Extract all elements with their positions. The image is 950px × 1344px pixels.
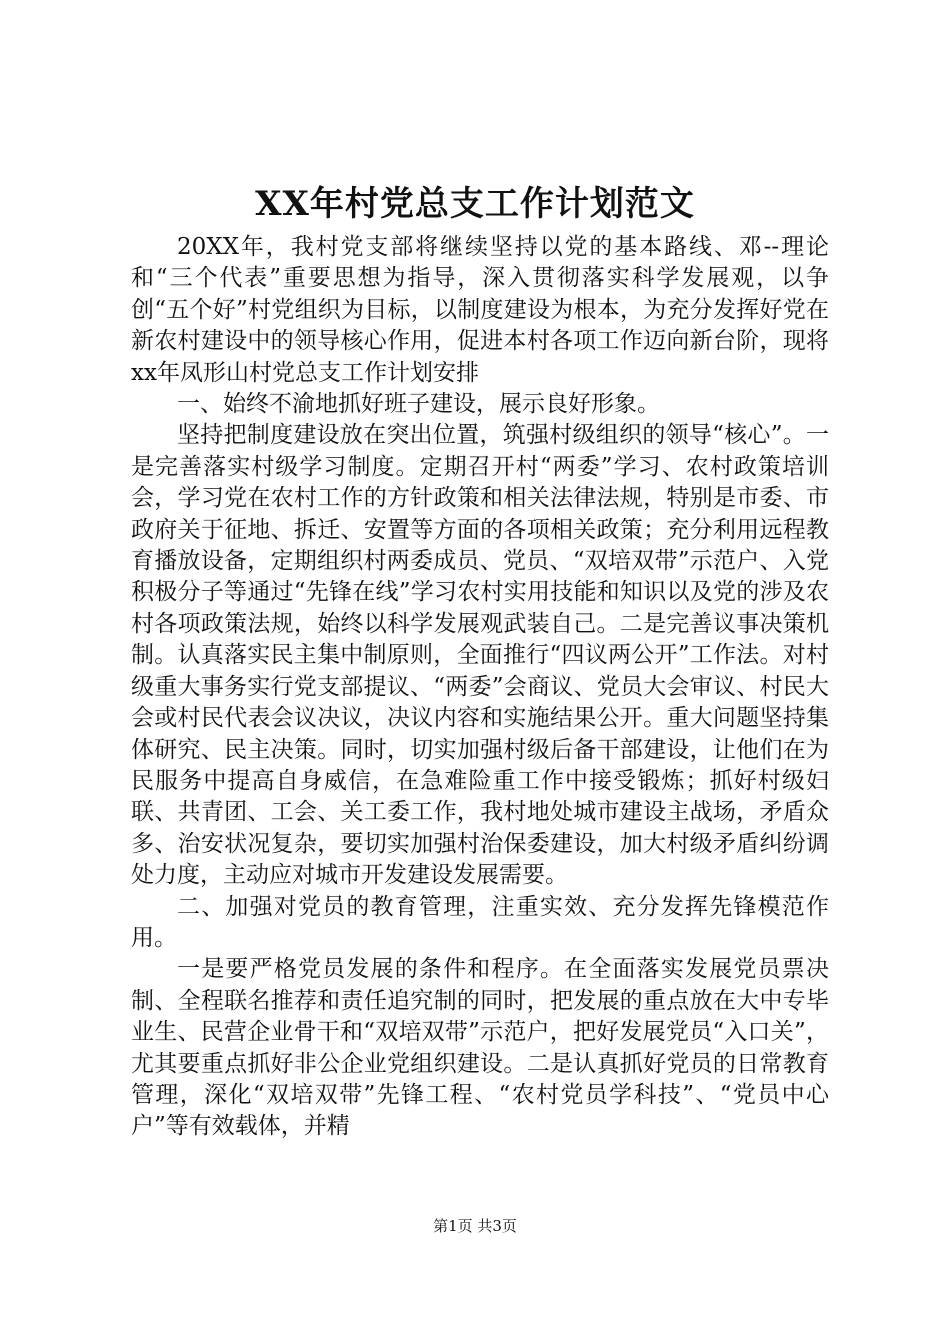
section-heading-1: 一、始终不渝地抓好班子建设，展示良好形象。 bbox=[177, 391, 660, 418]
body-paragraph-1: 坚持把制度建设放在突出位置，筑强村级组织的领导“核心”。一是完善落实村级学习制度。定期召开村“两委”学习、农村政策培训会，学习党在农村工作的方针政策和相关法律法规，特别是市委、市政府关于征地、拆迁、安置等方面的各项相关政策；充分利用远程教育播放设备，定期组织村两委成员、党员、“双培双带”示范户、入党积极分子等通过“先锋在线”学习农村实用技能和知识以及党的涉及农村各项政策法规，始终以科学发展观武装自己。二是完善议事决策机制。认真落实民主集中制原则，全面推行“四议两公开”工作法。对村级重大事务实行党支部提议、“两委”会商议、党员大会审议、村民大会或村民代表会议决议，决议内容和实施结果公开。重大问题坚持集体研究、民主决策。同时，切实加强村级后备干部建设，让他们在为民服务中提高自身威信，在急难险重工作中接受锻炼；抓好村级妇联、共青团、工会、关工委工作，我村地处城市建设主战场，矛盾众多、治安状况复杂，要切实加强村治保委建设，加大村级矛盾纠纷调处力度，主动应对城市开发建设发展需要。 bbox=[131, 422, 829, 889]
document-title: XX年村党总支工作计划范文 bbox=[255, 184, 695, 224]
intro-paragraph: 20XX年，我村党支部将继续坚持以党的基本路线、邓--理论和“三个代表”重要思想为指导，深入贯彻落实科学发展观，以争创“五个好”村党组织为目标，以制度建设为根本，为充分发挥好党在新农村建设中的领导核心作用，促进本村各项工作迈向新台阶，现将xx年凤形山村党总支工作计划安排 bbox=[131, 234, 829, 386]
page-number-footer: 第1页 共3页 bbox=[433, 1217, 517, 1235]
section-heading-2: 二、加强对党员的教育管理，注重实效、充分发挥先锋模范作用。 bbox=[131, 893, 829, 951]
document-body bbox=[131, 232, 829, 1143]
body-paragraph-2: 一是要严格党员发展的条件和程序。在全面落实发展党员票决制、全程联名推荐和责任追究制的同时，把发展的重点放在大中专毕业生、民营企业骨干和“双培双带”示范户，把好发展党员“入口关”，尤其要重点抓好非公企业党组织建设。二是认真抓好党员的日常教育管理，深化“双培双带”先锋工程、“农村党员学科技”、“党员中心户”等有效载体，并精 bbox=[131, 956, 829, 1140]
